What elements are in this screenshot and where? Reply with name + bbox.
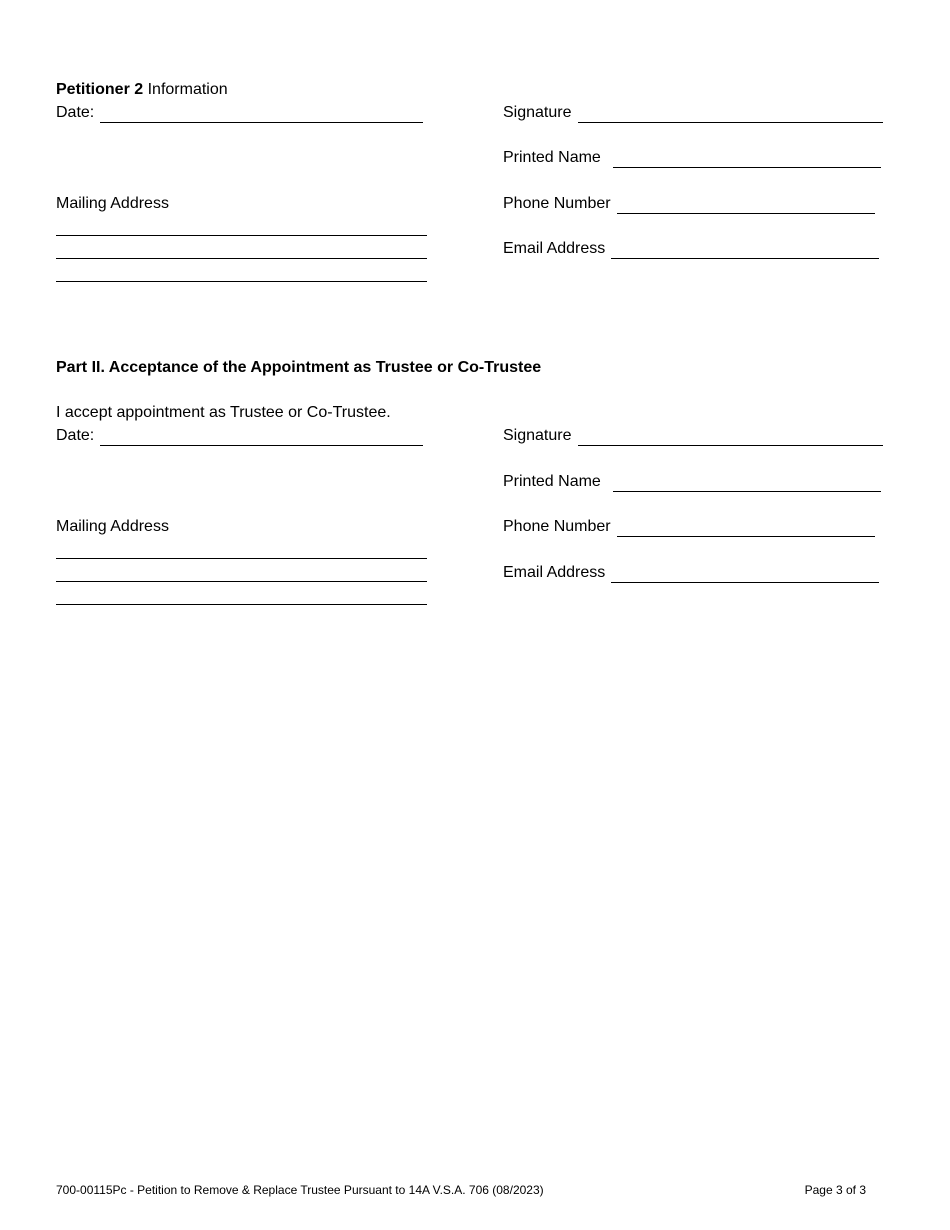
phone-number-field[interactable] [617, 198, 875, 214]
mailing-address-line-3[interactable] [56, 281, 427, 282]
petitioner-2-heading [56, 80, 228, 100]
page-number: Page 3 of 3 [804, 1183, 866, 1197]
signature-field[interactable] [578, 107, 883, 123]
trustee-email-row [503, 563, 879, 583]
part-2-heading: Part II. Acceptance of the Appointment as Trustee or Co-Trustee [56, 359, 542, 376]
petitioner-2-heading-rest: Information [147, 81, 228, 98]
form-id-footer: 700-00115Pc - Petition to Remove & Replace Trustee Pursuant to 14A V.S.A. 706 (08/2023) [56, 1183, 544, 1197]
signature-field[interactable] [578, 430, 883, 446]
petitioner-2-signature-row [503, 103, 883, 123]
date-field[interactable] [100, 430, 423, 446]
mailing-address-line-2[interactable] [56, 258, 427, 259]
mailing-address-label: Mailing Address [56, 518, 169, 535]
petitioner-2-printed-name-row [503, 148, 881, 168]
email-address-label: Email Address [503, 564, 606, 581]
mailing-address-line-3[interactable] [56, 604, 427, 605]
petitioner-2-date-row [56, 103, 423, 123]
date-field[interactable] [100, 107, 423, 123]
mailing-address-line-2[interactable] [56, 581, 427, 582]
date-label: Date: [56, 104, 95, 121]
printed-name-field[interactable] [613, 152, 881, 168]
printed-name-label: Printed Name [503, 149, 601, 166]
trustee-date-row [56, 426, 423, 446]
petitioner-2-heading-bold: Petitioner 2 [56, 81, 144, 98]
petitioner-2-phone-row [503, 194, 875, 214]
phone-number-label: Phone Number [503, 518, 611, 535]
signature-label: Signature [503, 104, 572, 121]
trustee-signature-row [503, 426, 883, 446]
date-label: Date: [56, 427, 95, 444]
email-address-field[interactable] [611, 567, 879, 583]
printed-name-label: Printed Name [503, 473, 601, 490]
email-address-label: Email Address [503, 240, 606, 257]
petitioner-2-email-row [503, 239, 879, 259]
acceptance-statement: I accept appointment as Trustee or Co-Trustee. [56, 404, 391, 421]
phone-number-label: Phone Number [503, 195, 611, 212]
printed-name-field[interactable] [613, 476, 881, 492]
phone-number-field[interactable] [617, 521, 875, 537]
mailing-address-label: Mailing Address [56, 195, 169, 212]
trustee-phone-row [503, 517, 875, 537]
signature-label: Signature [503, 427, 572, 444]
email-address-field[interactable] [611, 243, 879, 259]
trustee-printed-name-row [503, 472, 881, 492]
mailing-address-line-1[interactable] [56, 558, 427, 559]
mailing-address-line-1[interactable] [56, 235, 427, 236]
